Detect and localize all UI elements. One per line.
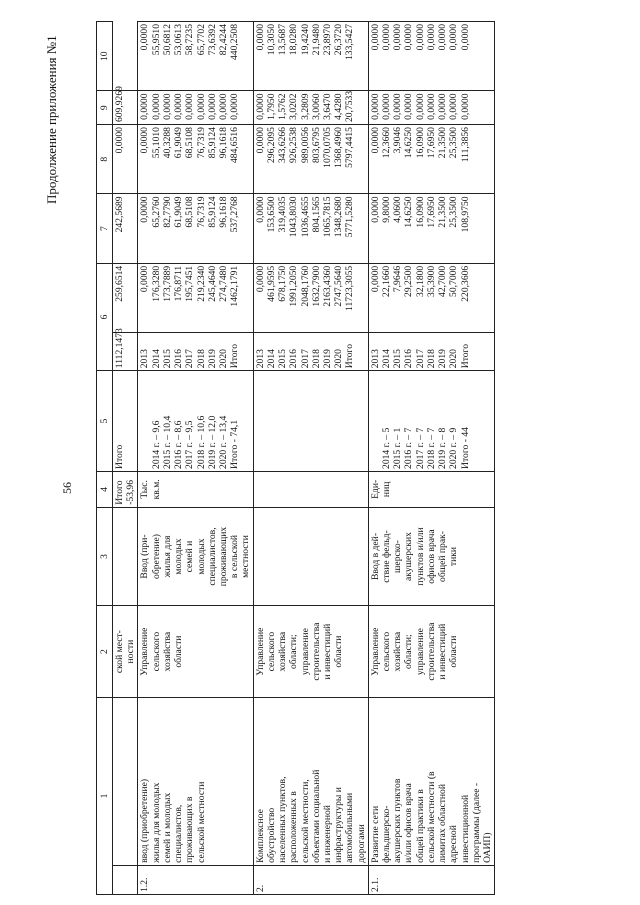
value-list-line: 111,3856 — [459, 127, 471, 163]
value-list-line: 0,0000 — [459, 24, 471, 51]
value-list-line: 0,0000 — [139, 24, 151, 51]
value-list-line: 0,0000 — [150, 93, 162, 120]
year-list — [138, 333, 253, 371]
value-list — [368, 125, 494, 194]
value-list-line: 25,3500 — [448, 127, 460, 159]
value-list-line: 1,5762 — [277, 93, 289, 120]
value-list-line: 3,9046 — [392, 127, 404, 154]
value-list-line: 5797,4415 — [344, 127, 356, 168]
value-list — [138, 263, 253, 332]
year-list-line: 2017 — [414, 349, 426, 369]
value-list-line: 1368,4960 — [333, 127, 345, 168]
value-list-line: 3,2809 — [299, 93, 311, 120]
value-list-line: 12,3660 — [381, 127, 393, 159]
value-list — [138, 91, 253, 125]
value-list-line: 343,6266 — [277, 127, 289, 164]
value-list-line: 14,6250 — [403, 196, 415, 228]
item-name: Комплексное обустройство населенных пунктов, расположенных в сельской местности, объектами социальной и инженерной инфраструктуры и автомобильными дорогами — [253, 698, 368, 866]
value-list-line: 1070,0705 — [321, 127, 333, 168]
value-list-line: 21,3500 — [437, 196, 449, 228]
value-list-line: 195,7451 — [184, 265, 196, 302]
executor-cell: Управление сельского хозяйства области; управление строительства и инвестиций области — [253, 606, 368, 698]
page-number: 56 — [60, 482, 74, 494]
value-cell: 242,5689 — [113, 194, 138, 263]
value-list-line: 1036,4655 — [299, 196, 311, 238]
value-list-line: 0,0000 — [254, 265, 266, 293]
value-list — [253, 22, 368, 91]
header-cell: 3 — [97, 507, 113, 605]
program-table-container — [96, 21, 628, 895]
year-list-line: 2013 — [139, 349, 151, 369]
target-cell: 2014 г. – 5 2015 г. – 1 2016 г. – 7 2017 г. – 7 2018 г. – 7 2019 г. – 8 2020 г. – 9 Итого - 44 — [368, 371, 494, 472]
value-list-line: 55,9510 — [150, 24, 162, 56]
value-list-line: 42,7000 — [437, 265, 449, 297]
value-list-line: 4,0600 — [392, 196, 404, 223]
year-list-line: Итого — [459, 343, 471, 369]
indicator-cell: Ввод в дей- ствие фельд- шерско- акушерских пунктов и/или офисов врача общей прак- тики — [368, 507, 494, 605]
program-table — [96, 21, 495, 895]
header-cell: 1 — [97, 698, 113, 895]
year-list-line: 2014 — [150, 349, 162, 369]
year-list-line: 2016 — [288, 349, 300, 369]
value-list-line: 0,0000 — [392, 93, 404, 120]
value-list-line: 4,4280 — [333, 93, 345, 120]
value-list-line: 21,9480 — [310, 24, 322, 56]
value-list — [253, 91, 368, 125]
year-list — [368, 333, 494, 371]
unit-cell: Тыс. кв.м. — [138, 471, 253, 507]
unit-cell: Еди- ниц — [368, 471, 494, 507]
value-list-line: 804,1565 — [310, 196, 322, 233]
value-list-line: 0,0000 — [369, 127, 381, 154]
value-list-line: 0,0000 — [414, 93, 426, 120]
value-list-line: 1,7950 — [265, 93, 277, 120]
value-list-line: 68,5108 — [184, 196, 196, 228]
value-list-line: 13,5687 — [277, 24, 289, 56]
value-list-line: 484,6516 — [229, 127, 241, 164]
value-list-line: 0,0000 — [369, 265, 381, 293]
value-list-line: 18,0280 — [288, 24, 300, 56]
value-list-line: 0,0000 — [173, 93, 185, 120]
header-cell: 8 — [97, 125, 113, 194]
value-list-line: 1632,7900 — [310, 265, 322, 307]
year-list-line: 2015 — [161, 349, 173, 369]
table-row — [138, 22, 253, 895]
value-list-line: 82,7790 — [161, 196, 173, 228]
value-list-line: 19,4240 — [299, 24, 311, 56]
value-list-line: 17,6950 — [425, 196, 437, 228]
value-list-line: 3,0202 — [288, 93, 300, 120]
header-row — [97, 22, 113, 895]
value-list-line: 55,1010 — [150, 127, 162, 159]
value-cell: 0,0000 — [113, 125, 138, 194]
value-list-line: 0,0000 — [139, 93, 151, 120]
value-list-line: 0,0000 — [369, 196, 381, 223]
value-list-line: 25,3500 — [448, 196, 460, 228]
value-list-line: 96,1618 — [217, 127, 229, 159]
year-list-line: 2013 — [254, 349, 266, 369]
value-list — [253, 263, 368, 332]
value-list-line: 153,6500 — [265, 196, 277, 233]
value-list-line: 85,9124 — [206, 196, 218, 228]
header-cell: 7 — [97, 194, 113, 263]
value-list-line: 0,0000 — [459, 93, 471, 120]
value-list-line: 0,0000 — [254, 24, 266, 51]
value-list-line: 22,1660 — [381, 265, 393, 297]
value-list-line: 73,6392 — [206, 24, 218, 56]
value-list — [138, 194, 253, 263]
value-list-line: 0,0000 — [217, 93, 229, 120]
value-list-line: 0,0000 — [381, 93, 393, 120]
value-list-line: 17,6950 — [425, 127, 437, 159]
year-list-line: 2014 — [265, 349, 277, 369]
value-list-line: 0,0000 — [254, 127, 266, 154]
value-list-line: 0,0000 — [139, 265, 151, 293]
value-list-line: 26,3720 — [333, 24, 345, 56]
header-cell: 2 — [97, 606, 113, 698]
value-cell: 609,9269 — [113, 91, 138, 125]
value-list-line: 108,9750 — [459, 196, 471, 233]
value-list-line: 296,2095 — [265, 127, 277, 164]
value-list-line: 0,0000 — [381, 24, 393, 51]
value-list-line: 173,7889 — [161, 265, 173, 302]
value-list-line: 3,6470 — [321, 93, 333, 120]
value-list-line: 0,0000 — [437, 93, 449, 120]
value-list — [138, 125, 253, 194]
value-list-line: 461,9595 — [265, 265, 277, 302]
value-list — [368, 263, 494, 332]
value-list-line: 0,0000 — [369, 93, 381, 120]
item-name: ввод (приобретение) жилья для молодых семей и молодых специалистов, проживающих в сельской местности — [138, 698, 253, 866]
year-list-line: 2015 — [392, 349, 404, 369]
value-list-line: 176,8711 — [173, 265, 185, 302]
target-cell: Итого -53,96 — [113, 471, 138, 507]
year-list-line: 2019 — [321, 349, 333, 369]
value-list-line: 440,2508 — [229, 24, 241, 60]
value-list-line: 23,8970 — [321, 24, 333, 56]
value-list — [368, 194, 494, 263]
year-list-line: Итого — [344, 343, 356, 369]
indicator-cell: ской мест- ности — [113, 606, 138, 698]
year-list-line: 2020 — [333, 349, 345, 369]
value-list-line: 0,0000 — [425, 24, 437, 51]
year-list-line: 2016 — [403, 349, 415, 369]
year-list-line: Итого — [229, 343, 241, 369]
item-number: 2.1. — [368, 865, 494, 894]
value-list-line: 1065,7815 — [321, 196, 333, 238]
value-list-line: 0,0000 — [448, 93, 460, 120]
year-list-line: 2020 — [448, 349, 460, 369]
value-list-line: 53,0613 — [173, 24, 185, 56]
value-list-line: 29,2500 — [403, 265, 415, 297]
table-row — [368, 22, 494, 895]
year-list-line: 2015 — [277, 349, 289, 369]
item-name: Развитие сети фельдшерско- акушерских пунктов и/или офисов врача общей практики в сельской местности (в лимитах областной адресной инвестиционной программы (далее - ОАИП) — [368, 698, 494, 866]
continuation-row — [113, 22, 138, 895]
value-list-line: 85,9124 — [206, 127, 218, 159]
value-list-line: 16,0900 — [414, 196, 426, 228]
value-list-line: 219,2340 — [195, 265, 207, 302]
value-list-line: 65,7702 — [195, 24, 207, 56]
value-list-line: 14,6250 — [403, 127, 415, 159]
value-list-line: 0,0000 — [425, 93, 437, 120]
indicator-cell: Ввод (при- обретение) жилья для молодых семей и молодых специалистов, проживающих в сельской местности — [138, 507, 253, 605]
item-number: 1.2. — [138, 865, 253, 894]
value-list — [253, 194, 368, 263]
value-list-line: 926,2538 — [288, 127, 300, 164]
table-row — [253, 22, 368, 895]
value-list-line: 16,0900 — [414, 127, 426, 159]
header-cell: 6 — [97, 263, 113, 370]
unit-cell — [253, 471, 368, 507]
value-list-line: 220,3606 — [459, 265, 471, 302]
value-cell: 259,6514 — [113, 263, 138, 332]
value-list-line: 50,7000 — [448, 265, 460, 297]
value-list-line: 32,1800 — [414, 265, 426, 297]
value-list-line: 537,2768 — [229, 196, 241, 233]
value-list — [138, 22, 253, 91]
header-cell: 5 — [97, 371, 113, 472]
value-list-line: 61,9049 — [173, 127, 185, 159]
value-list-line: 803,6795 — [310, 127, 322, 164]
value-list-line: 82,4244 — [217, 24, 229, 56]
value-list-line: 35,3900 — [425, 265, 437, 297]
target-cell — [253, 371, 368, 472]
table-body — [113, 22, 495, 895]
value-list-line: 1462,1791 — [229, 265, 241, 307]
value-list-line: 11723,3055 — [344, 265, 356, 311]
year-list-line: 2013 — [369, 349, 381, 369]
value-list-line: 68,5108 — [184, 127, 196, 159]
value-list-line: 0,0000 — [392, 24, 404, 51]
value-cell: 1112,1473 — [113, 333, 138, 371]
value-list-line: 0,0000 — [184, 93, 196, 120]
executor-cell: Управление сельского хозяйства области; управление строительства и инвестиций области — [368, 606, 494, 698]
value-list-line: 65,2760 — [150, 196, 162, 228]
value-list-line: 0,0000 — [403, 93, 415, 120]
year-list-line: 2016 — [173, 349, 185, 369]
year-list-line: 2020 — [217, 349, 229, 369]
value-list — [253, 125, 368, 194]
item-number: 2. — [253, 865, 368, 894]
value-list-line: 0,0000 — [206, 93, 218, 120]
value-list-line: 678,1750 — [277, 265, 289, 302]
value-list-line: 1043,8030 — [288, 196, 300, 238]
value-list-line: 0,0000 — [139, 127, 151, 154]
value-list-line: 61,9049 — [173, 196, 185, 228]
value-list-line: 989,0056 — [299, 127, 311, 164]
value-list-line: 0,0000 — [254, 196, 266, 223]
value-list-line: 96,1618 — [217, 196, 229, 228]
value-list-line: 0,0000 — [254, 93, 266, 120]
year-list-line: 2017 — [299, 349, 311, 369]
value-list-line: 2048,1760 — [299, 265, 311, 307]
value-list-line: 0,0000 — [139, 196, 151, 223]
header-cell: 10 — [97, 22, 113, 91]
value-list-line: 176,3280 — [150, 265, 162, 302]
value-list-line: 7,9646 — [392, 265, 404, 293]
year-list — [253, 333, 368, 371]
target-cell: 2014 г. – 9,6 2015 г. – 10,4 2016 г. – 8,6 2017 г. – 9,5 2018 г. – 10,6 2019 г. – 12,0 2020 г. – 13,4 Итого - 74,1 — [138, 371, 253, 472]
page-caption: Продолжение приложения №1 — [44, 35, 59, 204]
value-list — [368, 22, 494, 91]
year-list-line: 2018 — [425, 349, 437, 369]
value-list-line: 319,4035 — [277, 196, 289, 233]
header-cell: 4 — [97, 471, 113, 507]
year-list-line: 2019 — [437, 349, 449, 369]
value-list-line: 0,0000 — [403, 24, 415, 51]
value-list-line: 0,0000 — [229, 93, 241, 120]
value-list-line: 0,0000 — [437, 24, 449, 51]
value-list-line: 0,0000 — [195, 93, 207, 120]
executor-cell: Управление сельского хозяйства области — [138, 606, 253, 698]
value-list-line: 21,3500 — [437, 127, 449, 159]
header-cell: 9 — [97, 91, 113, 125]
value-list-line: 0,0000 — [448, 24, 460, 51]
value-list-line: 20,7533 — [344, 90, 356, 123]
value-list-line: 76,7319 — [195, 127, 207, 159]
value-list-line: 2747,5640 — [333, 265, 345, 307]
value-list-line: 2163,4360 — [321, 265, 333, 307]
year-cell: Итого — [113, 371, 138, 472]
year-list-line: 2018 — [195, 349, 207, 369]
value-list-line: 9,8000 — [381, 196, 393, 223]
year-list-line: 2018 — [310, 349, 322, 369]
value-list-line: 3,0060 — [310, 93, 322, 120]
value-list-line: 50,6812 — [161, 24, 173, 56]
value-list — [368, 91, 494, 125]
value-list-line: 76,7319 — [195, 196, 207, 228]
value-list-line: 40,3288 — [161, 127, 173, 159]
value-list-line: 58,7235 — [184, 24, 196, 56]
value-list-line: 0,0000 — [414, 24, 426, 51]
value-list-line: 245,4640 — [206, 265, 218, 302]
indicator-cell — [253, 507, 368, 605]
value-list-line: 274,7480 — [217, 265, 229, 302]
value-list-line: 1991,2050 — [288, 265, 300, 307]
value-list-line: 5771,5280 — [344, 196, 356, 238]
year-list-line: 2019 — [206, 349, 218, 369]
year-list-line: 2014 — [381, 349, 393, 369]
value-list-line: 133,5427 — [344, 24, 356, 60]
value-list-line: 0,0000 — [161, 93, 173, 120]
value-list-line: 0,0000 — [369, 24, 381, 51]
value-list-line: 10,3050 — [265, 24, 277, 56]
year-list-line: 2017 — [184, 349, 196, 369]
value-list-line: 1348,2680 — [333, 196, 345, 238]
